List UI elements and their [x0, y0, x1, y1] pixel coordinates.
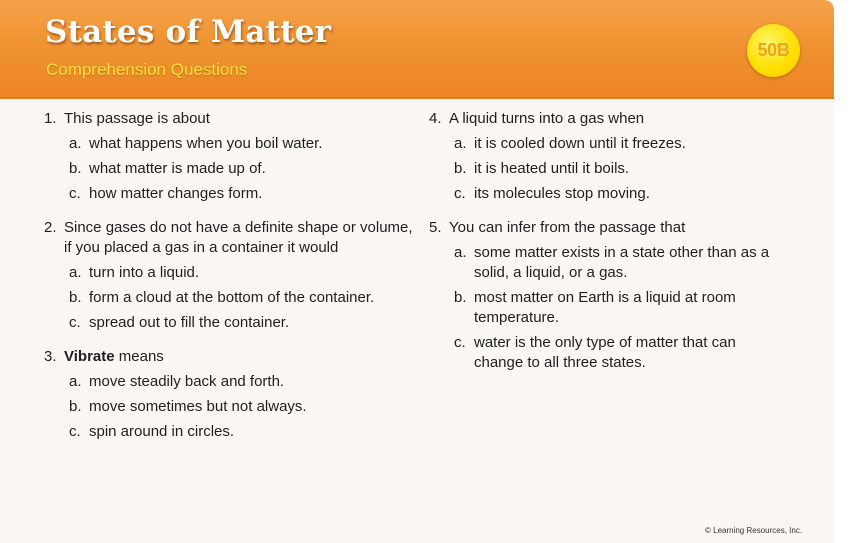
answer-option-c — [429, 333, 789, 373]
option-letter: a. — [69, 135, 82, 152]
option-text: what matter is made up of. — [89, 160, 266, 177]
answer-option-c — [44, 422, 414, 442]
question-number: 2. — [44, 219, 57, 236]
page-subtitle: Comprehension Questions — [46, 60, 248, 79]
vocabulary-word: Vibrate — [64, 348, 115, 365]
header-band — [0, 0, 834, 99]
option-text: spin around in circles. — [89, 423, 235, 440]
card-number: 50B — [757, 40, 790, 60]
answer-option-a — [44, 263, 414, 283]
option-letter: a. — [454, 135, 467, 152]
option-text: move sometimes but not always. — [89, 398, 307, 415]
option-letter: c. — [454, 185, 466, 202]
option-letter: b. — [69, 289, 82, 306]
page-edge — [834, 0, 850, 543]
option-letter: b. — [454, 160, 467, 177]
option-text: its molecules stop moving. — [474, 185, 650, 202]
option-text: it is heated until it boils. — [474, 160, 630, 177]
question-stem — [429, 218, 789, 238]
answer-options — [44, 134, 414, 204]
answer-option-c — [429, 184, 789, 204]
question-number: 5. — [429, 219, 442, 236]
answer-option-b — [44, 288, 414, 308]
option-text: what happens when you boil water. — [89, 135, 323, 152]
option-text: move steadily back and forth. — [89, 373, 285, 390]
option-text: water is the only type of matter that can change to all three states. — [474, 334, 736, 371]
answer-options — [44, 372, 414, 442]
question-5 — [429, 218, 789, 373]
question-4 — [429, 109, 789, 204]
question-3 — [44, 347, 414, 442]
answer-option-b — [44, 159, 414, 179]
option-letter: a. — [454, 244, 467, 261]
option-text: how matter changes form. — [89, 185, 263, 202]
copyright-notice: © Learning Resources, Inc. — [705, 526, 803, 535]
question-text: You can infer from the passage that — [449, 219, 686, 236]
option-letter: a. — [69, 264, 82, 281]
option-letter: c. — [69, 423, 81, 440]
answer-options — [429, 134, 789, 204]
question-number: 3. — [44, 348, 57, 365]
question-text: A liquid turns into a gas when — [449, 110, 645, 127]
answer-option-c — [44, 313, 414, 333]
option-letter: c. — [454, 334, 466, 351]
option-text: turn into a liquid. — [89, 264, 200, 281]
answer-option-a — [429, 243, 789, 283]
option-text: some matter exists in a state other than as a solid, a liquid, or a gas. — [474, 244, 770, 281]
question-number: 4. — [429, 110, 442, 127]
question-text: This passage is about — [64, 110, 210, 127]
question-stem — [429, 109, 789, 129]
page-title: States of Matter — [45, 14, 332, 50]
option-text: spread out to fill the container. — [89, 314, 290, 331]
option-text: most matter on Earth is a liquid at room temperature. — [474, 289, 736, 326]
option-letter: b. — [69, 398, 82, 415]
card-number-badge — [747, 24, 800, 77]
answer-option-b — [429, 159, 789, 179]
option-text: form a cloud at the bottom of the container. — [89, 289, 375, 306]
question-stem — [44, 347, 414, 367]
right-column — [429, 109, 789, 387]
option-letter: c. — [69, 185, 81, 202]
option-letter: b. — [454, 289, 467, 306]
option-letter: a. — [69, 373, 82, 390]
answer-options — [44, 263, 414, 333]
option-text: it is cooled down until it freezes. — [474, 135, 686, 152]
answer-option-b — [44, 397, 414, 417]
answer-option-c — [44, 184, 414, 204]
left-column — [44, 109, 414, 456]
question-number: 1. — [44, 110, 57, 127]
answer-option-a — [44, 134, 414, 154]
answer-option-a — [429, 134, 789, 154]
question-text: Since gases do not have a definite shape or volume, if you placed a gas in a container it would — [64, 219, 413, 256]
answer-option-a — [44, 372, 414, 392]
option-letter: b. — [69, 160, 82, 177]
question-text: means — [114, 348, 164, 365]
question-1 — [44, 109, 414, 204]
question-stem — [44, 218, 414, 258]
answer-option-b — [429, 288, 789, 328]
option-letter: c. — [69, 314, 81, 331]
answer-options — [429, 243, 789, 373]
question-stem — [44, 109, 414, 129]
question-2 — [44, 218, 414, 333]
